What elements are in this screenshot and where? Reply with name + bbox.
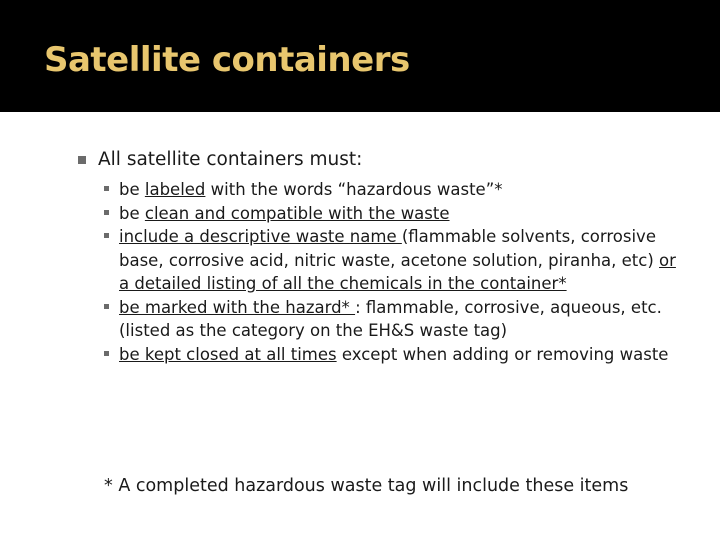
- list-item-text: (flammable solvents, corrosive base, corrosive acid, nitric waste, acetone solution, piranha, etc): [119, 227, 660, 270]
- list-item: [104, 296, 688, 343]
- list-item-text: labeled: [144, 180, 206, 199]
- list-item-text: clean and compatible with the waste: [144, 203, 450, 223]
- list-item-text: include a descriptive waste name: [119, 227, 402, 246]
- list-item-text: be kept closed at all times: [119, 344, 337, 364]
- square-bullet-icon: [78, 156, 86, 164]
- intro-bullet: [78, 146, 688, 174]
- list-item-text: with the words “hazardous waste”*: [205, 180, 503, 199]
- small-square-bullet-icon: [104, 351, 109, 356]
- intro-text: All satellite containers must:: [98, 149, 363, 170]
- list-item: [104, 225, 688, 296]
- small-square-bullet-icon: [104, 304, 109, 309]
- slide-content: [78, 146, 688, 366]
- list-item: [104, 343, 688, 367]
- footnote: * A completed hazardous waste tag will include these items: [104, 476, 629, 496]
- slide-title: Satellite containers: [44, 40, 410, 80]
- list-item: [104, 202, 688, 226]
- list-item-text: be: [119, 203, 145, 223]
- small-square-bullet-icon: [104, 210, 109, 215]
- list-item-text: be: [119, 180, 145, 199]
- small-square-bullet-icon: [104, 186, 109, 191]
- list-item-text: : flammable, corrosive, aqueous, etc. (listed as the category on the EH&S waste tag): [119, 297, 662, 340]
- list-item-text: be marked with the hazard*: [119, 297, 356, 317]
- list-item-text: or a detailed listing of all the chemicals in the container*: [119, 250, 676, 293]
- list-item: [104, 178, 688, 202]
- requirements-list: [78, 178, 688, 366]
- list-item-text: except when adding or removing waste: [336, 344, 669, 364]
- small-square-bullet-icon: [104, 233, 109, 238]
